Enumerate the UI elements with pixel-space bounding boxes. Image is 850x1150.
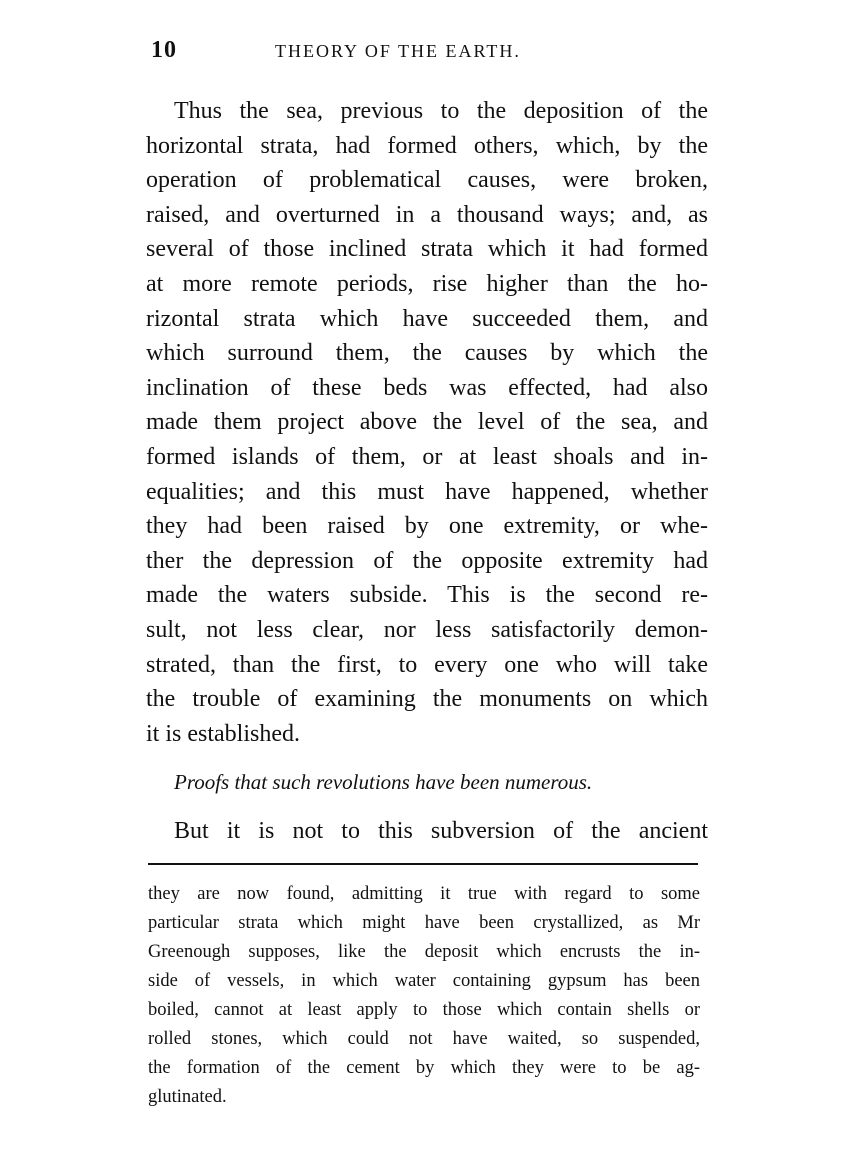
text-line: it is established.	[146, 720, 300, 747]
text-line: sult, not less clear, nor less satisfactorily demon-	[146, 616, 708, 643]
text-line: operation of problematical causes, were broken,	[146, 167, 708, 194]
text-line: at more remote periods, rise higher than the ho-	[146, 270, 708, 297]
text-line: strated, than the first, to every one who will take	[146, 651, 708, 678]
text-line: they had been raised by one extremity, or whe-	[146, 513, 708, 540]
text-line: made the waters subside. This is the second re-	[146, 582, 708, 609]
footnote-line: Greenough supposes, like the deposit which encrusts the in-	[148, 942, 700, 962]
main-paragraph	[146, 94, 708, 751]
footnote-line: glutinated.	[148, 1087, 227, 1107]
text-line: raised, and overturned in a thousand ways; and, as	[146, 201, 708, 228]
footnote-line: side of vessels, in which water containing gypsum has been	[148, 971, 700, 991]
next-paragraph	[146, 814, 708, 849]
text-line: the trouble of examining the monuments on which	[146, 686, 708, 713]
footnote-line: the formation of the cement by which they were to be ag-	[148, 1058, 700, 1078]
footnote-line: rolled stones, which could not have waited, so suspended,	[148, 1029, 700, 1049]
text-line: horizontal strata, had formed others, which, by the	[146, 132, 708, 159]
text-line: But it is not to this subversion of the ancient	[174, 818, 708, 844]
text-line: made them project above the level of the sea, and	[146, 409, 708, 436]
text-line: several of those inclined strata which it had formed	[146, 236, 708, 263]
footnote	[148, 880, 700, 1112]
text-line: ther the depression of the opposite extremity had	[146, 547, 708, 574]
text-line: which surround them, the causes by which the	[146, 340, 708, 367]
text-line: equalities; and this must have happened, whether	[146, 478, 708, 505]
footnote-line: boiled, cannot at least apply to those which contain shells or	[148, 1000, 700, 1020]
page-number: 10	[151, 37, 177, 63]
text-line: Thus the sea, previous to the deposition of the	[174, 98, 708, 124]
text-line: formed islands of them, or at least shoals and in-	[146, 443, 708, 470]
running-title: THEORY OF THE EARTH.	[275, 41, 521, 61]
footnote-line: they are now found, admitting it true with regard to some	[148, 884, 700, 904]
footnote-rule	[148, 863, 698, 865]
footnote-line: particular strata which might have been crystallized, as Mr	[148, 913, 700, 933]
text-line: rizontal strata which have succeeded them, and	[146, 305, 708, 332]
text-line: inclination of these beds was effected, had also	[146, 374, 708, 401]
section-heading: Proofs that such revolutions have been numerous.	[174, 770, 593, 794]
running-head	[147, 37, 707, 71]
